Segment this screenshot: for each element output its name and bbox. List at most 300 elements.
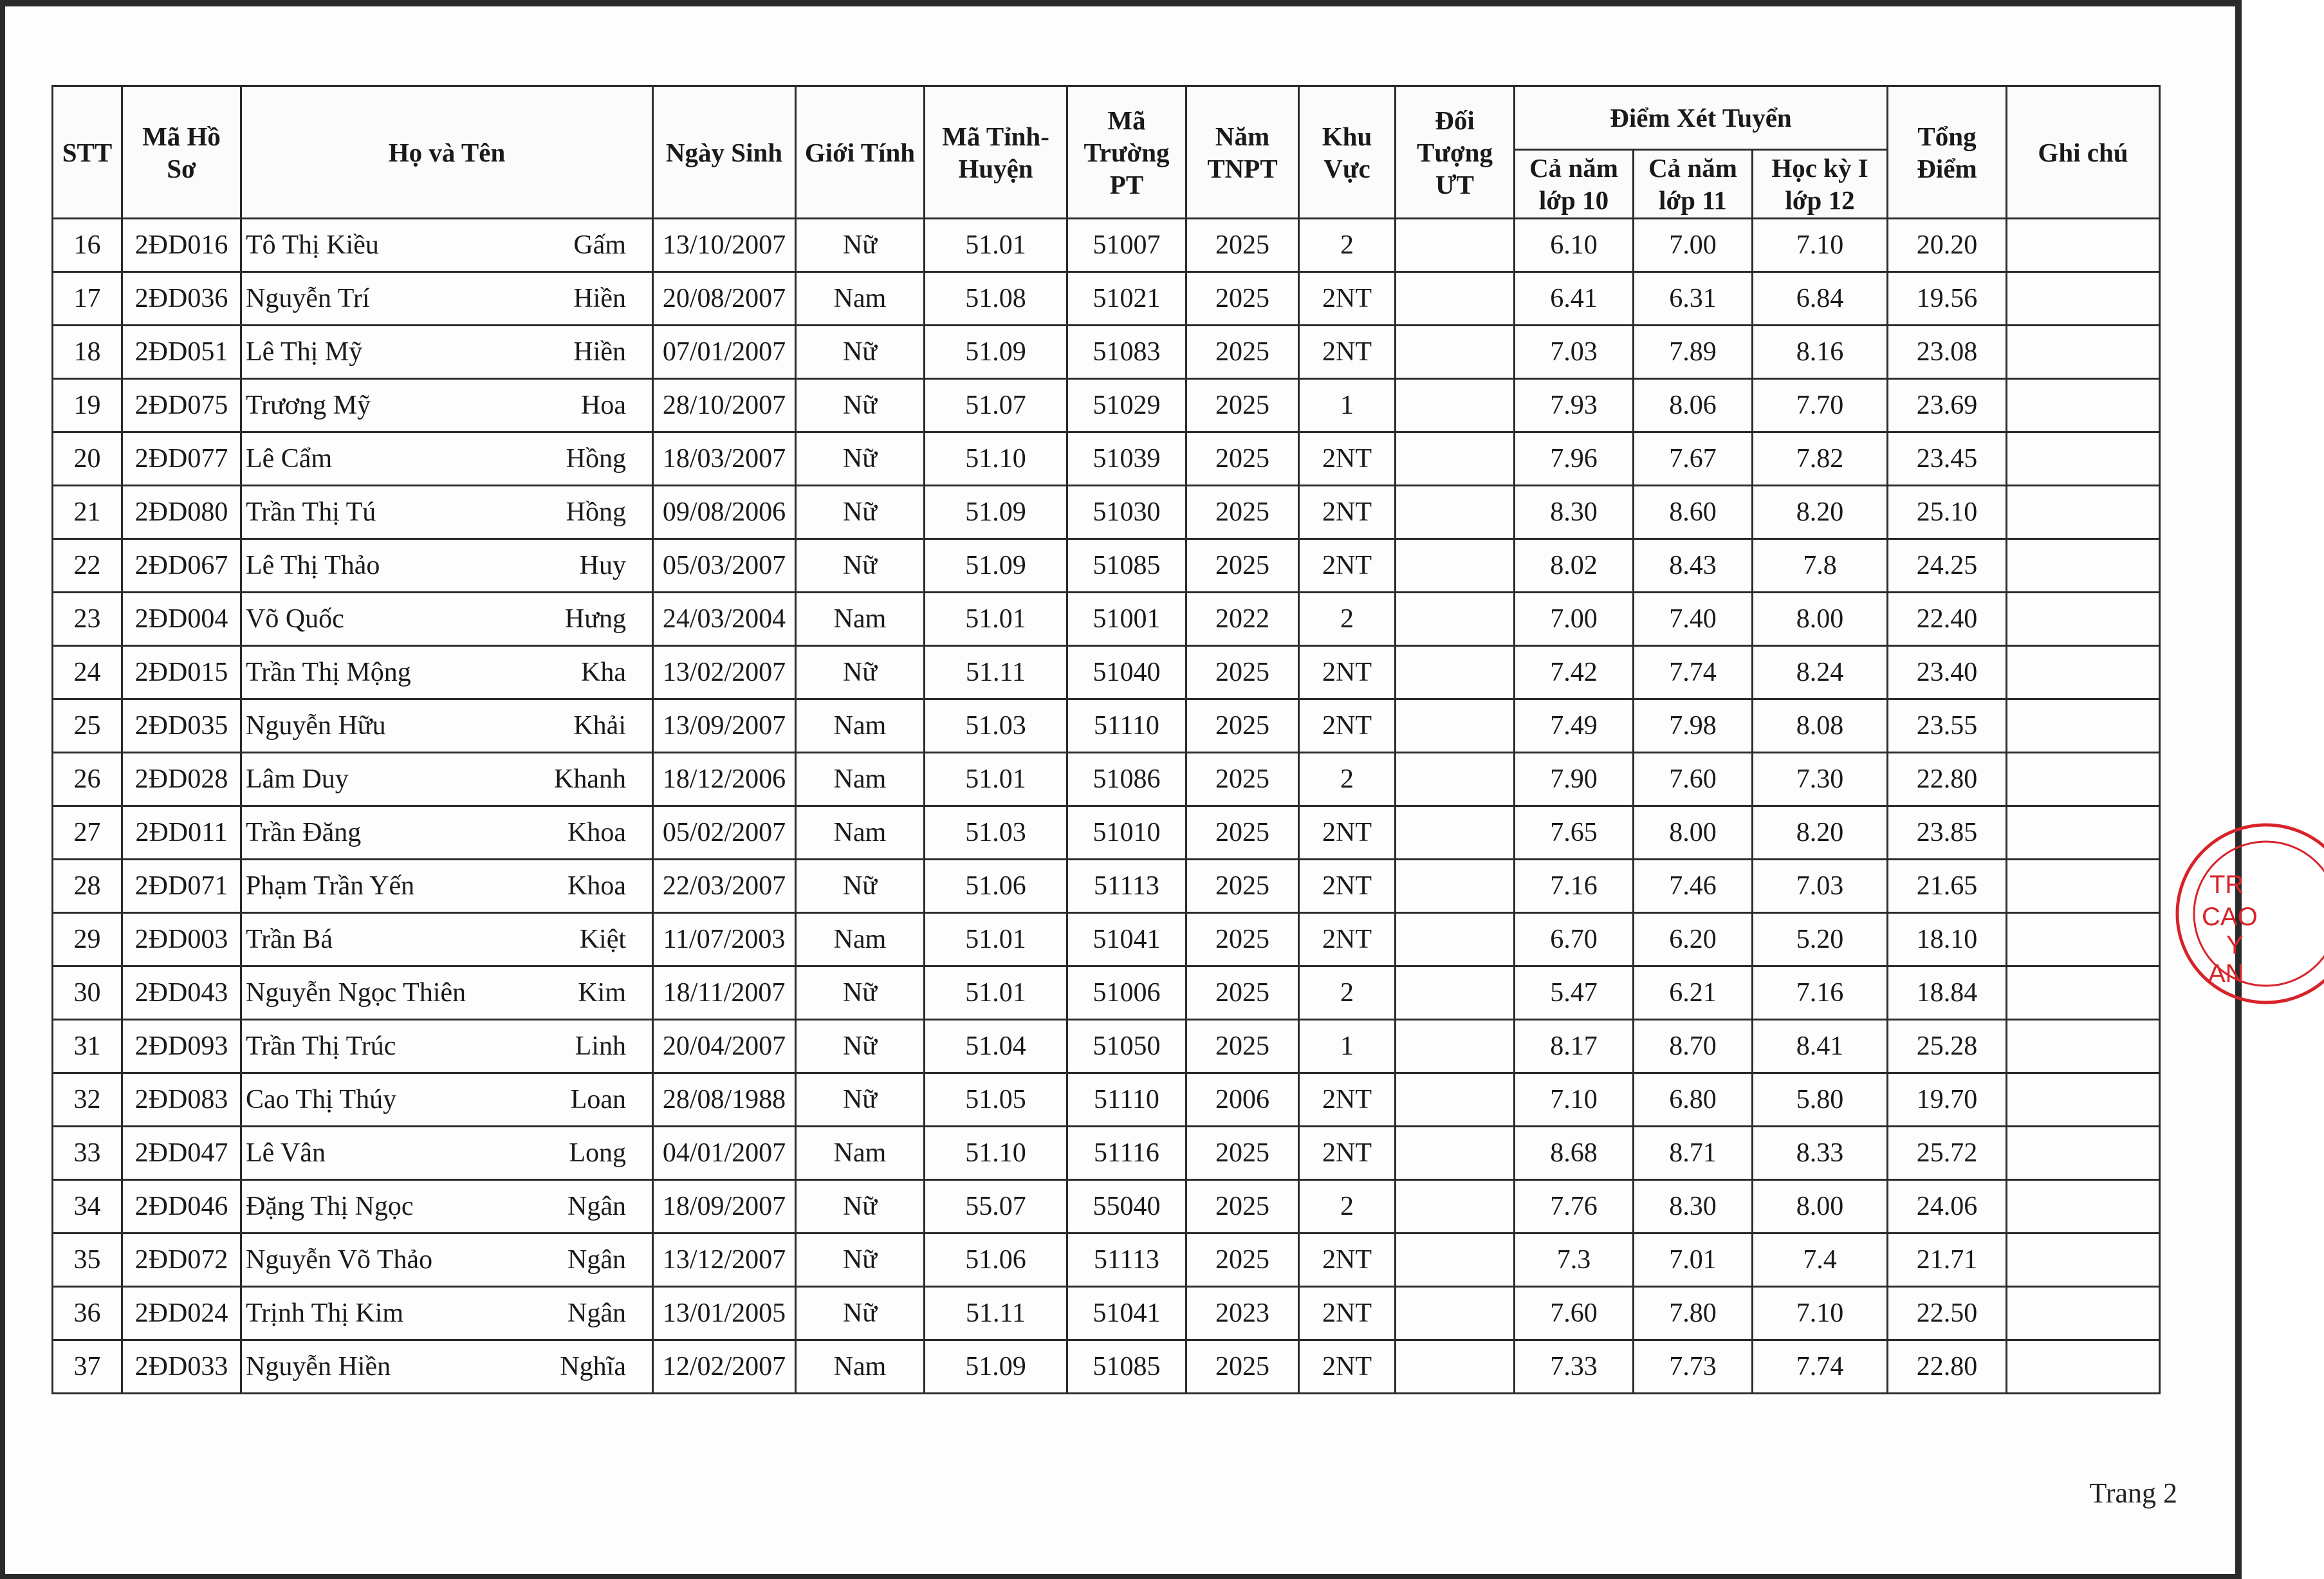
given-name: Long	[569, 1138, 626, 1168]
surname-middle-name: Trần Thị Trúc	[246, 1031, 396, 1061]
cell-ghi-chu	[2007, 539, 2160, 593]
cell-stt: 21	[53, 486, 122, 539]
cell-khu-vuc: 2NT	[1299, 646, 1396, 699]
cell-hoc-ky-1-lop-12: 7.82	[1753, 432, 1888, 486]
cell-nam-tnpt: 2025	[1186, 1020, 1299, 1073]
cell-ma-tinh-huyen: 51.06	[925, 860, 1067, 913]
cell-ma-truong-pt: 51086	[1067, 753, 1186, 806]
cell-nam-tnpt: 2025	[1186, 379, 1299, 432]
cell-ma-truong-pt: 51006	[1067, 966, 1186, 1020]
cell-hoc-ky-1-lop-12: 5.80	[1753, 1073, 1888, 1127]
cell-gioi-tinh: Nam	[796, 913, 925, 966]
cell-tong-diem: 21.65	[1888, 860, 2007, 913]
cell-ca-nam-lop-11: 7.40	[1634, 593, 1753, 646]
cell-ca-nam-lop-11: 8.60	[1634, 486, 1753, 539]
cell-khu-vuc: 2NT	[1299, 486, 1396, 539]
given-name: Khanh	[554, 764, 626, 794]
cell-ca-nam-lop-10: 7.90	[1515, 753, 1634, 806]
cell-ca-nam-lop-11: 7.60	[1634, 753, 1753, 806]
cell-ma-truong-pt: 51007	[1067, 219, 1186, 272]
cell-ngay-sinh: 28/08/1988	[653, 1073, 796, 1127]
cell-hoc-ky-1-lop-12: 8.00	[1753, 593, 1888, 646]
cell-nam-tnpt: 2025	[1186, 1233, 1299, 1287]
cell-ghi-chu	[2007, 753, 2160, 806]
header-ca-nam-lop-11: Cả năm lớp 11	[1634, 150, 1753, 219]
cell-ma-truong-pt: 51041	[1067, 1287, 1186, 1340]
cell-ngay-sinh: 24/03/2004	[653, 593, 796, 646]
surname-middle-name: Lê Thị Mỹ	[246, 337, 363, 367]
svg-text:Y: Y	[2226, 931, 2244, 959]
cell-ma-tinh-huyen: 51.09	[925, 1340, 1067, 1394]
cell-hoc-ky-1-lop-12: 8.24	[1753, 646, 1888, 699]
cell-stt: 31	[53, 1020, 122, 1073]
cell-ho-va-ten	[241, 806, 653, 860]
cell-ho-va-ten	[241, 486, 653, 539]
cell-ma-ho-so: 2ĐD015	[122, 646, 241, 699]
surname-middle-name: Phạm Trần Yến	[246, 871, 415, 901]
given-name: Hồng	[566, 497, 626, 527]
given-name: Kim	[578, 978, 626, 1008]
header-ngay-sinh: Ngày Sinh	[653, 86, 796, 219]
cell-ho-va-ten	[241, 646, 653, 699]
cell-ghi-chu	[2007, 593, 2160, 646]
cell-ca-nam-lop-10: 8.17	[1515, 1020, 1634, 1073]
cell-ca-nam-lop-11: 7.74	[1634, 646, 1753, 699]
cell-ma-ho-so: 2ĐD035	[122, 699, 241, 753]
cell-ghi-chu	[2007, 379, 2160, 432]
cell-stt: 36	[53, 1287, 122, 1340]
cell-ghi-chu	[2007, 1073, 2160, 1127]
cell-ma-ho-so: 2ĐD047	[122, 1127, 241, 1180]
cell-ghi-chu	[2007, 326, 2160, 379]
cell-gioi-tinh: Nữ	[796, 1180, 925, 1233]
cell-tong-diem: 25.28	[1888, 1020, 2007, 1073]
cell-khu-vuc: 2NT	[1299, 272, 1396, 326]
cell-ma-ho-so: 2ĐD093	[122, 1020, 241, 1073]
table-row	[53, 272, 2160, 326]
cell-doi-tuong-ut	[1396, 806, 1515, 860]
cell-ma-truong-pt: 51113	[1067, 1233, 1186, 1287]
cell-ho-va-ten	[241, 699, 653, 753]
table-row	[53, 539, 2160, 593]
cell-ngay-sinh: 04/01/2007	[653, 1127, 796, 1180]
cell-stt: 30	[53, 966, 122, 1020]
cell-ma-ho-so: 2ĐD072	[122, 1233, 241, 1287]
cell-doi-tuong-ut	[1396, 272, 1515, 326]
cell-gioi-tinh: Nữ	[796, 432, 925, 486]
cell-khu-vuc: 1	[1299, 1020, 1396, 1073]
cell-ghi-chu	[2007, 913, 2160, 966]
cell-ho-va-ten	[241, 1233, 653, 1287]
cell-ma-truong-pt: 51010	[1067, 806, 1186, 860]
cell-ho-va-ten	[241, 1127, 653, 1180]
cell-ma-tinh-huyen: 51.10	[925, 432, 1067, 486]
admission-score-table	[51, 85, 2161, 1394]
cell-khu-vuc: 2NT	[1299, 1127, 1396, 1180]
surname-middle-name: Cao Thị Thúy	[246, 1085, 397, 1114]
cell-ngay-sinh: 20/04/2007	[653, 1020, 796, 1073]
cell-nam-tnpt: 2025	[1186, 1127, 1299, 1180]
cell-ma-ho-so: 2ĐD083	[122, 1073, 241, 1127]
cell-khu-vuc: 2NT	[1299, 1073, 1396, 1127]
cell-ma-tinh-huyen: 51.11	[925, 646, 1067, 699]
surname-middle-name: Trần Đăng	[246, 818, 362, 847]
cell-gioi-tinh: Nữ	[796, 326, 925, 379]
cell-gioi-tinh: Nam	[796, 272, 925, 326]
cell-ngay-sinh: 18/12/2006	[653, 753, 796, 806]
cell-gioi-tinh: Nam	[796, 699, 925, 753]
cell-ma-ho-so: 2ĐD024	[122, 1287, 241, 1340]
cell-ca-nam-lop-10: 7.60	[1515, 1287, 1634, 1340]
cell-hoc-ky-1-lop-12: 7.74	[1753, 1340, 1888, 1394]
cell-tong-diem: 23.40	[1888, 646, 2007, 699]
surname-middle-name: Nguyễn Hiền	[246, 1352, 391, 1381]
cell-gioi-tinh: Nữ	[796, 1020, 925, 1073]
cell-ma-truong-pt: 51030	[1067, 486, 1186, 539]
cell-ho-va-ten	[241, 326, 653, 379]
cell-ca-nam-lop-10: 5.47	[1515, 966, 1634, 1020]
cell-ho-va-ten	[241, 272, 653, 326]
cell-ca-nam-lop-10: 6.41	[1515, 272, 1634, 326]
cell-ma-truong-pt: 51085	[1067, 1340, 1186, 1394]
cell-hoc-ky-1-lop-12: 7.03	[1753, 860, 1888, 913]
header-ma-truong-pt: Mã Trường PT	[1067, 86, 1186, 219]
cell-khu-vuc: 1	[1299, 379, 1396, 432]
cell-doi-tuong-ut	[1396, 539, 1515, 593]
cell-ca-nam-lop-10: 7.42	[1515, 646, 1634, 699]
cell-ca-nam-lop-11: 7.98	[1634, 699, 1753, 753]
cell-ghi-chu	[2007, 860, 2160, 913]
cell-ca-nam-lop-11: 8.00	[1634, 806, 1753, 860]
cell-ho-va-ten	[241, 1180, 653, 1233]
header-diem-xet-tuyen: Điểm Xét Tuyển	[1515, 86, 1888, 150]
cell-nam-tnpt: 2025	[1186, 219, 1299, 272]
given-name: Hưng	[564, 604, 626, 634]
cell-tong-diem: 22.40	[1888, 593, 2007, 646]
cell-ca-nam-lop-10: 7.76	[1515, 1180, 1634, 1233]
cell-nam-tnpt: 2023	[1186, 1287, 1299, 1340]
cell-ca-nam-lop-11: 7.00	[1634, 219, 1753, 272]
cell-ca-nam-lop-10: 6.70	[1515, 913, 1634, 966]
cell-nam-tnpt: 2025	[1186, 860, 1299, 913]
cell-gioi-tinh: Nữ	[796, 539, 925, 593]
cell-khu-vuc: 2NT	[1299, 432, 1396, 486]
cell-nam-tnpt: 2025	[1186, 913, 1299, 966]
cell-ca-nam-lop-10: 7.49	[1515, 699, 1634, 753]
cell-tong-diem: 18.10	[1888, 913, 2007, 966]
table-row	[53, 486, 2160, 539]
cell-ma-ho-so: 2ĐD046	[122, 1180, 241, 1233]
cell-hoc-ky-1-lop-12: 7.70	[1753, 379, 1888, 432]
scan-border-left	[0, 0, 5, 1579]
cell-ma-truong-pt: 51085	[1067, 539, 1186, 593]
cell-ca-nam-lop-10: 7.03	[1515, 326, 1634, 379]
cell-hoc-ky-1-lop-12: 8.41	[1753, 1020, 1888, 1073]
cell-gioi-tinh: Nữ	[796, 1287, 925, 1340]
cell-tong-diem: 22.50	[1888, 1287, 2007, 1340]
table-row	[53, 1073, 2160, 1127]
cell-nam-tnpt: 2006	[1186, 1073, 1299, 1127]
table-row	[53, 1340, 2160, 1394]
cell-hoc-ky-1-lop-12: 8.20	[1753, 486, 1888, 539]
surname-middle-name: Lê Thị Thảo	[246, 551, 380, 580]
cell-ho-va-ten	[241, 219, 653, 272]
cell-ma-tinh-huyen: 51.01	[925, 913, 1067, 966]
cell-tong-diem: 25.10	[1888, 486, 2007, 539]
cell-nam-tnpt: 2025	[1186, 432, 1299, 486]
given-name: Khoa	[567, 871, 626, 901]
cell-stt: 37	[53, 1340, 122, 1394]
cell-doi-tuong-ut	[1396, 486, 1515, 539]
cell-khu-vuc: 2NT	[1299, 539, 1396, 593]
table-row	[53, 1233, 2160, 1287]
table-row	[53, 646, 2160, 699]
cell-ma-truong-pt: 51021	[1067, 272, 1186, 326]
cell-tong-diem: 19.56	[1888, 272, 2007, 326]
header-ghi-chu: Ghi chú	[2007, 86, 2160, 219]
given-name: Kiệt	[579, 925, 626, 954]
cell-ma-tinh-huyen: 51.01	[925, 219, 1067, 272]
cell-ca-nam-lop-10: 8.02	[1515, 539, 1634, 593]
given-name: Khải	[573, 711, 626, 741]
cell-ho-va-ten	[241, 860, 653, 913]
cell-ca-nam-lop-10: 8.30	[1515, 486, 1634, 539]
cell-khu-vuc: 2NT	[1299, 699, 1396, 753]
cell-ma-ho-so: 2ĐD051	[122, 326, 241, 379]
cell-nam-tnpt: 2025	[1186, 699, 1299, 753]
cell-ho-va-ten	[241, 379, 653, 432]
cell-nam-tnpt: 2025	[1186, 539, 1299, 593]
cell-ghi-chu	[2007, 432, 2160, 486]
header-ca-nam-lop-10: Cả năm lớp 10	[1515, 150, 1634, 219]
cell-ca-nam-lop-10: 7.10	[1515, 1073, 1634, 1127]
cell-ca-nam-lop-11: 8.70	[1634, 1020, 1753, 1073]
surname-middle-name: Nguyễn Võ Thảo	[246, 1245, 433, 1275]
surname-middle-name: Nguyễn Hữu	[246, 711, 386, 741]
cell-hoc-ky-1-lop-12: 8.20	[1753, 806, 1888, 860]
cell-ma-tinh-huyen: 51.01	[925, 966, 1067, 1020]
cell-ho-va-ten	[241, 593, 653, 646]
cell-hoc-ky-1-lop-12: 7.10	[1753, 1287, 1888, 1340]
surname-middle-name: Tô Thị Kiều	[246, 230, 379, 260]
cell-doi-tuong-ut	[1396, 966, 1515, 1020]
cell-ghi-chu	[2007, 1233, 2160, 1287]
cell-ngay-sinh: 18/09/2007	[653, 1180, 796, 1233]
given-name: Ngân	[567, 1192, 626, 1221]
cell-gioi-tinh: Nam	[796, 806, 925, 860]
surname-middle-name: Nguyễn Trí	[246, 284, 370, 313]
cell-khu-vuc: 2	[1299, 593, 1396, 646]
cell-ho-va-ten	[241, 753, 653, 806]
header-doi-tuong-ut: Đối Tượng ƯT	[1396, 86, 1515, 219]
surname-middle-name: Lê Vân	[246, 1138, 326, 1168]
cell-doi-tuong-ut	[1396, 219, 1515, 272]
cell-ca-nam-lop-11: 6.31	[1634, 272, 1753, 326]
cell-ca-nam-lop-11: 6.21	[1634, 966, 1753, 1020]
cell-khu-vuc: 2	[1299, 219, 1396, 272]
header-hoc-ky-1-lop-12: Học kỳ I lớp 12	[1753, 150, 1888, 219]
table-row	[53, 806, 2160, 860]
cell-tong-diem: 23.08	[1888, 326, 2007, 379]
cell-ca-nam-lop-10: 7.00	[1515, 593, 1634, 646]
cell-ma-ho-so: 2ĐD071	[122, 860, 241, 913]
header-ho-va-ten: Họ và Tên	[241, 86, 653, 219]
cell-ma-tinh-huyen: 51.03	[925, 806, 1067, 860]
cell-gioi-tinh: Nam	[796, 1340, 925, 1394]
cell-ghi-chu	[2007, 1180, 2160, 1233]
cell-ngay-sinh: 05/02/2007	[653, 806, 796, 860]
surname-middle-name: Trần Thị Tú	[246, 497, 376, 527]
cell-ma-ho-so: 2ĐD004	[122, 593, 241, 646]
cell-tong-diem: 21.71	[1888, 1233, 2007, 1287]
cell-doi-tuong-ut	[1396, 646, 1515, 699]
cell-ca-nam-lop-11: 7.01	[1634, 1233, 1753, 1287]
cell-ma-ho-so: 2ĐD011	[122, 806, 241, 860]
cell-khu-vuc: 2NT	[1299, 1340, 1396, 1394]
surname-middle-name: Đặng Thị Ngọc	[246, 1192, 414, 1221]
table-body	[53, 219, 2160, 1394]
cell-nam-tnpt: 2025	[1186, 646, 1299, 699]
table-row	[53, 379, 2160, 432]
cell-ca-nam-lop-11: 8.43	[1634, 539, 1753, 593]
cell-ma-ho-so: 2ĐD075	[122, 379, 241, 432]
cell-tong-diem: 20.20	[1888, 219, 2007, 272]
cell-stt: 22	[53, 539, 122, 593]
cell-gioi-tinh: Nam	[796, 593, 925, 646]
cell-ca-nam-lop-11: 7.73	[1634, 1340, 1753, 1394]
cell-stt: 32	[53, 1073, 122, 1127]
cell-nam-tnpt: 2025	[1186, 806, 1299, 860]
cell-doi-tuong-ut	[1396, 1020, 1515, 1073]
cell-khu-vuc: 2NT	[1299, 1233, 1396, 1287]
cell-ghi-chu	[2007, 646, 2160, 699]
cell-khu-vuc: 2	[1299, 966, 1396, 1020]
cell-khu-vuc: 2NT	[1299, 326, 1396, 379]
table-row	[53, 326, 2160, 379]
cell-ho-va-ten	[241, 1020, 653, 1073]
table-row	[53, 1127, 2160, 1180]
header-stt: STT	[53, 86, 122, 219]
given-name: Gấm	[573, 230, 626, 260]
cell-ngay-sinh: 28/10/2007	[653, 379, 796, 432]
given-name: Ngân	[567, 1245, 626, 1275]
cell-hoc-ky-1-lop-12: 8.16	[1753, 326, 1888, 379]
cell-ghi-chu	[2007, 699, 2160, 753]
cell-ma-truong-pt: 51050	[1067, 1020, 1186, 1073]
page-number: Trang 2	[2089, 1477, 2177, 1509]
surname-middle-name: Võ Quốc	[246, 604, 344, 634]
given-name: Loan	[570, 1085, 626, 1114]
cell-ma-ho-so: 2ĐD036	[122, 272, 241, 326]
cell-ca-nam-lop-11: 8.30	[1634, 1180, 1753, 1233]
header-ma-tinh-huyen: Mã Tỉnh-Huyện	[925, 86, 1067, 219]
cell-ca-nam-lop-10: 6.10	[1515, 219, 1634, 272]
cell-nam-tnpt: 2025	[1186, 486, 1299, 539]
cell-stt: 28	[53, 860, 122, 913]
cell-ma-tinh-huyen: 51.06	[925, 1233, 1067, 1287]
cell-stt: 27	[53, 806, 122, 860]
given-name: Kha	[581, 658, 626, 687]
cell-tong-diem: 25.72	[1888, 1127, 2007, 1180]
cell-ngay-sinh: 13/01/2005	[653, 1287, 796, 1340]
cell-ca-nam-lop-11: 6.80	[1634, 1073, 1753, 1127]
cell-ma-truong-pt: 51039	[1067, 432, 1186, 486]
cell-ma-ho-so: 2ĐD080	[122, 486, 241, 539]
svg-text:AN: AN	[2208, 959, 2244, 988]
cell-hoc-ky-1-lop-12: 7.8	[1753, 539, 1888, 593]
cell-ma-tinh-huyen: 51.11	[925, 1287, 1067, 1340]
given-name: Nghĩa	[560, 1352, 626, 1381]
cell-ma-tinh-huyen: 55.07	[925, 1180, 1067, 1233]
cell-ma-truong-pt: 51110	[1067, 1073, 1186, 1127]
cell-nam-tnpt: 2025	[1186, 1180, 1299, 1233]
cell-tong-diem: 22.80	[1888, 1340, 2007, 1394]
table-row	[53, 219, 2160, 272]
table-row	[53, 860, 2160, 913]
surname-middle-name: Lê Cẩm	[246, 444, 333, 474]
cell-ma-truong-pt: 51113	[1067, 860, 1186, 913]
cell-ma-ho-so: 2ĐD016	[122, 219, 241, 272]
cell-stt: 20	[53, 432, 122, 486]
cell-ho-va-ten	[241, 539, 653, 593]
cell-ghi-chu	[2007, 1127, 2160, 1180]
cell-nam-tnpt: 2025	[1186, 966, 1299, 1020]
cell-ho-va-ten	[241, 1340, 653, 1394]
cell-nam-tnpt: 2025	[1186, 272, 1299, 326]
table-row	[53, 1180, 2160, 1233]
cell-gioi-tinh: Nữ	[796, 486, 925, 539]
cell-ghi-chu	[2007, 1020, 2160, 1073]
cell-hoc-ky-1-lop-12: 7.16	[1753, 966, 1888, 1020]
cell-ma-tinh-huyen: 51.08	[925, 272, 1067, 326]
cell-hoc-ky-1-lop-12: 8.08	[1753, 699, 1888, 753]
cell-ma-ho-so: 2ĐD003	[122, 913, 241, 966]
surname-middle-name: Nguyễn Ngọc Thiên	[246, 978, 466, 1008]
surname-middle-name: Trần Thị Mộng	[246, 658, 411, 687]
cell-ngay-sinh: 18/11/2007	[653, 966, 796, 1020]
red-seal-stamp	[2170, 785, 2324, 1042]
cell-doi-tuong-ut	[1396, 593, 1515, 646]
cell-ma-tinh-huyen: 51.09	[925, 539, 1067, 593]
cell-hoc-ky-1-lop-12: 7.4	[1753, 1233, 1888, 1287]
cell-doi-tuong-ut	[1396, 1180, 1515, 1233]
cell-ngay-sinh: 13/09/2007	[653, 699, 796, 753]
cell-hoc-ky-1-lop-12: 8.33	[1753, 1127, 1888, 1180]
cell-stt: 26	[53, 753, 122, 806]
cell-ho-va-ten	[241, 913, 653, 966]
surname-middle-name: Lâm Duy	[246, 764, 349, 794]
cell-nam-tnpt: 2025	[1186, 1340, 1299, 1394]
cell-tong-diem: 23.85	[1888, 806, 2007, 860]
cell-ca-nam-lop-11: 6.20	[1634, 913, 1753, 966]
scan-border-top	[0, 0, 2242, 6]
cell-tong-diem: 23.69	[1888, 379, 2007, 432]
cell-hoc-ky-1-lop-12: 6.84	[1753, 272, 1888, 326]
cell-ca-nam-lop-11: 7.80	[1634, 1287, 1753, 1340]
cell-ngay-sinh: 13/02/2007	[653, 646, 796, 699]
cell-tong-diem: 18.84	[1888, 966, 2007, 1020]
surname-middle-name: Trần Bá	[246, 925, 333, 954]
given-name: Huy	[579, 551, 626, 580]
cell-nam-tnpt: 2025	[1186, 326, 1299, 379]
cell-ma-tinh-huyen: 51.05	[925, 1073, 1067, 1127]
cell-khu-vuc: 2NT	[1299, 860, 1396, 913]
cell-ma-truong-pt: 51110	[1067, 699, 1186, 753]
cell-ca-nam-lop-11: 7.46	[1634, 860, 1753, 913]
cell-hoc-ky-1-lop-12: 7.10	[1753, 219, 1888, 272]
cell-ho-va-ten	[241, 966, 653, 1020]
cell-gioi-tinh: Nữ	[796, 219, 925, 272]
